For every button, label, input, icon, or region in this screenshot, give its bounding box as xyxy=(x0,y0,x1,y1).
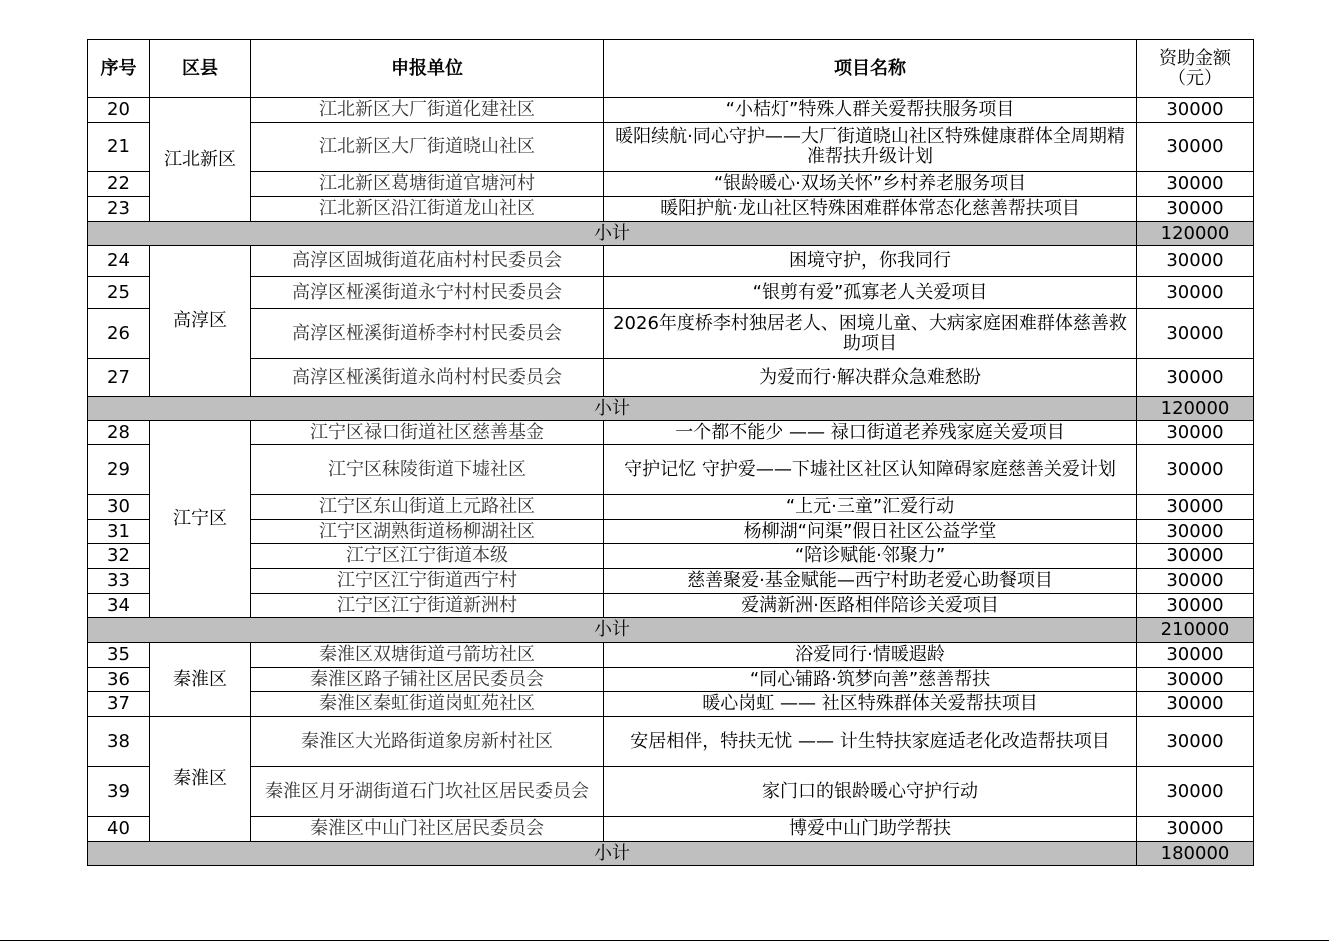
table-row xyxy=(88,421,1254,445)
row-unit: 秦淮区路子铺社区居民委员会 xyxy=(251,668,604,692)
row-unit: 高淳区桠溪街道永尚村村民委员会 xyxy=(251,359,604,397)
subtotal-label: 小计 xyxy=(88,618,1137,643)
row-no: 35 xyxy=(88,643,150,668)
row-project: “银剪有爱”孤寡老人关爱项目 xyxy=(604,277,1137,309)
subtotal-row xyxy=(88,842,1254,866)
row-unit: 江宁区江宁街道新洲村 xyxy=(251,594,604,618)
row-no: 30 xyxy=(88,495,150,520)
subtotal-label: 小计 xyxy=(88,397,1137,421)
row-no: 26 xyxy=(88,309,150,359)
row-no: 20 xyxy=(88,98,150,123)
row-unit: 高淳区桠溪街道永宁村村民委员会 xyxy=(251,277,604,309)
row-unit: 江宁区江宁街道西宁村 xyxy=(251,569,604,594)
page-bottom-rule xyxy=(0,940,1329,941)
row-project: 守护记忆 守护爱——下墟社区社区认知障碍家庭慈善关爱计划 xyxy=(604,445,1137,495)
row-project: “银龄暖心·双场关怀”乡村养老服务项目 xyxy=(604,172,1137,197)
row-project: 家门口的银龄暖心守护行动 xyxy=(604,767,1137,817)
row-amount: 30000 xyxy=(1137,495,1254,520)
district-cell: 高淳区 xyxy=(150,246,251,397)
row-amount: 30000 xyxy=(1137,569,1254,594)
row-no: 31 xyxy=(88,520,150,544)
header-amount: 资助金额（元） xyxy=(1137,40,1254,98)
subtotal-row xyxy=(88,397,1254,421)
table-row xyxy=(88,692,1254,717)
row-amount: 30000 xyxy=(1137,123,1254,172)
header-unit: 申报单位 xyxy=(251,40,604,98)
table-row xyxy=(88,98,1254,123)
row-amount: 30000 xyxy=(1137,668,1254,692)
row-no: 39 xyxy=(88,767,150,817)
row-no: 36 xyxy=(88,668,150,692)
row-amount: 30000 xyxy=(1137,277,1254,309)
row-unit: 秦淮区秦虹街道岗虹苑社区 xyxy=(251,692,604,717)
row-project: “上元·三童”汇爱行动 xyxy=(604,495,1137,520)
row-no: 23 xyxy=(88,197,150,222)
row-project: 爱满新洲·医路相伴陪诊关爱项目 xyxy=(604,594,1137,618)
row-amount: 30000 xyxy=(1137,692,1254,717)
table-row xyxy=(88,309,1254,359)
row-project: 为爱而行·解决群众急难愁盼 xyxy=(604,359,1137,397)
row-project: 浴爱同行·情暖遐龄 xyxy=(604,643,1137,668)
row-amount: 30000 xyxy=(1137,359,1254,397)
row-no: 40 xyxy=(88,817,150,842)
row-unit: 秦淮区月牙湖街道石门坎社区居民委员会 xyxy=(251,767,604,817)
grant-table xyxy=(87,39,1254,866)
row-project: 2026年度桥李村独居老人、困境儿童、大病家庭困难群体慈善救助项目 xyxy=(604,309,1137,359)
subtotal-amount: 180000 xyxy=(1137,842,1254,866)
header-project: 项目名称 xyxy=(604,40,1137,98)
row-unit: 江宁区东山街道上元路社区 xyxy=(251,495,604,520)
header-no: 序号 xyxy=(88,40,150,98)
table-row xyxy=(88,277,1254,309)
row-unit: 高淳区桠溪街道桥李村村民委员会 xyxy=(251,309,604,359)
table-row xyxy=(88,767,1254,817)
row-project: 博爱中山门助学帮扶 xyxy=(604,817,1137,842)
row-amount: 30000 xyxy=(1137,817,1254,842)
table-row xyxy=(88,123,1254,172)
row-amount: 30000 xyxy=(1137,98,1254,123)
row-amount: 30000 xyxy=(1137,767,1254,817)
table-row xyxy=(88,643,1254,668)
row-no: 22 xyxy=(88,172,150,197)
table-row xyxy=(88,569,1254,594)
row-amount: 30000 xyxy=(1137,309,1254,359)
subtotal-amount: 120000 xyxy=(1137,222,1254,246)
row-project: “同心铺路·筑梦向善”慈善帮扶 xyxy=(604,668,1137,692)
table-row xyxy=(88,246,1254,277)
subtotal-label: 小计 xyxy=(88,222,1137,246)
row-project: 困境守护，你我同行 xyxy=(604,246,1137,277)
row-no: 29 xyxy=(88,445,150,495)
row-amount: 30000 xyxy=(1137,172,1254,197)
district-cell: 秦淮区 xyxy=(150,643,251,717)
row-no: 33 xyxy=(88,569,150,594)
header-district: 区县 xyxy=(150,40,251,98)
table-row xyxy=(88,172,1254,197)
row-project: 杨柳湖“问渠”假日社区公益学堂 xyxy=(604,520,1137,544)
row-no: 32 xyxy=(88,544,150,569)
table-row xyxy=(88,197,1254,222)
row-amount: 30000 xyxy=(1137,717,1254,767)
row-amount: 30000 xyxy=(1137,246,1254,277)
row-project: 暖阳护航·龙山社区特殊困难群体常态化慈善帮扶项目 xyxy=(604,197,1137,222)
table-row xyxy=(88,359,1254,397)
row-unit: 江北新区沿江街道龙山社区 xyxy=(251,197,604,222)
row-no: 37 xyxy=(88,692,150,717)
row-unit: 江宁区江宁街道本级 xyxy=(251,544,604,569)
row-amount: 30000 xyxy=(1137,520,1254,544)
row-project: 慈善聚爱·基金赋能—西宁村助老爱心助餐项目 xyxy=(604,569,1137,594)
row-project: “小桔灯”特殊人群关爱帮扶服务项目 xyxy=(604,98,1137,123)
table-row xyxy=(88,495,1254,520)
row-project: 暖心岗虹 —— 社区特殊群体关爱帮扶项目 xyxy=(604,692,1137,717)
table-row xyxy=(88,445,1254,495)
table-row xyxy=(88,520,1254,544)
subtotal-amount: 210000 xyxy=(1137,618,1254,643)
subtotal-label: 小计 xyxy=(88,842,1137,866)
table-row xyxy=(88,668,1254,692)
row-unit: 江宁区湖熟街道杨柳湖社区 xyxy=(251,520,604,544)
row-no: 25 xyxy=(88,277,150,309)
row-project: 一个都不能少 —— 禄口街道老养残家庭关爱项目 xyxy=(604,421,1137,445)
row-project: “陪诊赋能·邻聚力” xyxy=(604,544,1137,569)
district-cell: 江宁区 xyxy=(150,421,251,618)
table-row xyxy=(88,544,1254,569)
subtotal-row xyxy=(88,618,1254,643)
row-amount: 30000 xyxy=(1137,197,1254,222)
district-cell: 秦淮区 xyxy=(150,717,251,842)
row-unit: 秦淮区双塘街道弓箭坊社区 xyxy=(251,643,604,668)
row-unit: 江北新区大厂街道晓山社区 xyxy=(251,123,604,172)
row-amount: 30000 xyxy=(1137,421,1254,445)
row-no: 38 xyxy=(88,717,150,767)
row-unit: 江宁区禄口街道社区慈善基金 xyxy=(251,421,604,445)
row-amount: 30000 xyxy=(1137,594,1254,618)
row-no: 21 xyxy=(88,123,150,172)
row-amount: 30000 xyxy=(1137,643,1254,668)
table-row xyxy=(88,594,1254,618)
subtotal-amount: 120000 xyxy=(1137,397,1254,421)
row-no: 27 xyxy=(88,359,150,397)
row-no: 34 xyxy=(88,594,150,618)
row-no: 24 xyxy=(88,246,150,277)
header-row xyxy=(88,40,1254,98)
table-row xyxy=(88,717,1254,767)
row-project: 安居相伴，特扶无忧 —— 计生特扶家庭适老化改造帮扶项目 xyxy=(604,717,1137,767)
row-unit: 江北新区葛塘街道官塘河村 xyxy=(251,172,604,197)
row-unit: 江北新区大厂街道化建社区 xyxy=(251,98,604,123)
district-cell: 江北新区 xyxy=(150,98,251,222)
row-amount: 30000 xyxy=(1137,544,1254,569)
row-unit: 秦淮区中山门社区居民委员会 xyxy=(251,817,604,842)
subtotal-row xyxy=(88,222,1254,246)
row-unit: 高淳区固城街道花庙村村民委员会 xyxy=(251,246,604,277)
row-amount: 30000 xyxy=(1137,445,1254,495)
row-unit: 秦淮区大光路街道象房新村社区 xyxy=(251,717,604,767)
row-no: 28 xyxy=(88,421,150,445)
table-row xyxy=(88,817,1254,842)
row-project: 暖阳续航·同心守护——大厂街道晓山社区特殊健康群体全周期精准帮扶升级计划 xyxy=(604,123,1137,172)
row-unit: 江宁区秣陵街道下墟社区 xyxy=(251,445,604,495)
